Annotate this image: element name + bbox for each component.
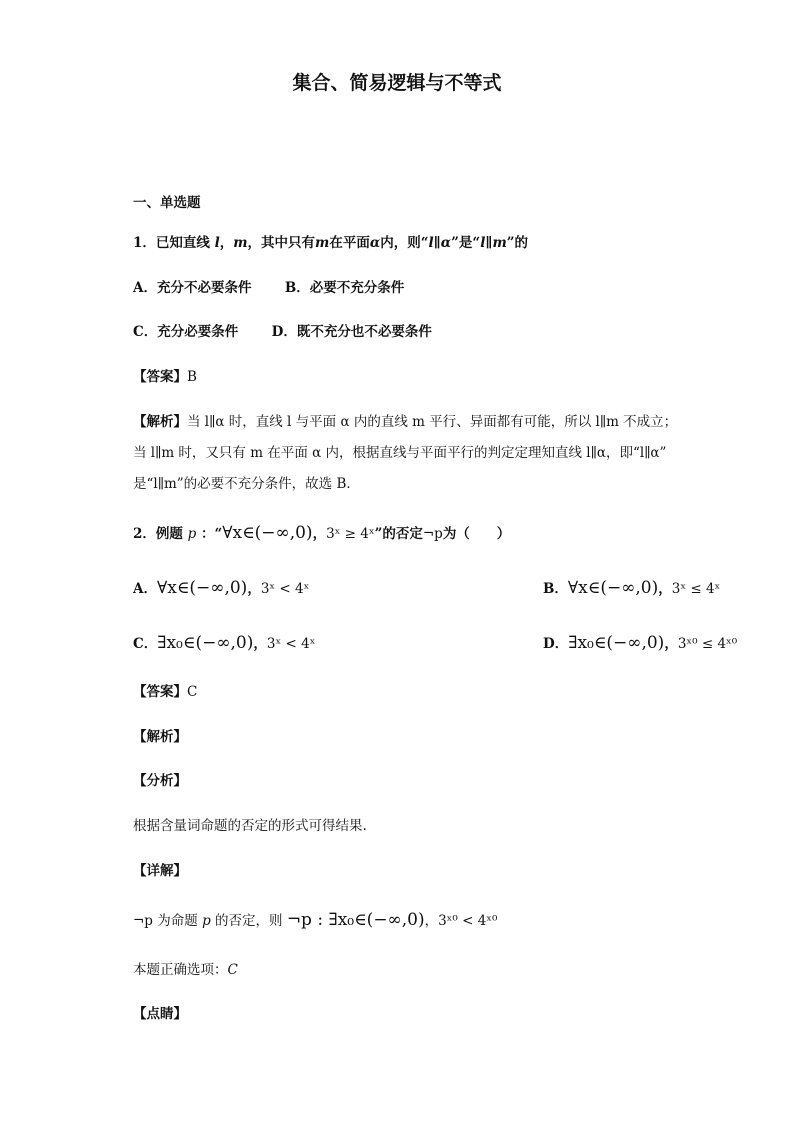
q1-analysis-line1: 【解析】当 l∥α 时，直线 l 与平面 α 内的直线 m 平行、异面都有可能，所以 l∥m 不成立； (133, 414, 678, 430)
q2-options-row1 (133, 578, 721, 599)
q2-fenxi-label: 【分析】 (133, 773, 187, 789)
q2-option-d[interactable]: D．∃x₀∈(−∞,0)，3ˣ⁰ ≤ 4ˣ⁰ (543, 633, 738, 653)
q2-answer: 【答案】C (133, 684, 198, 700)
q1-answer: 【答案】B (133, 369, 197, 385)
q2-option-c[interactable]: C．∃x₀∈(−∞,0)，3ˣ < 4ˣ (133, 633, 316, 653)
q2-dianjing-label: 【点睛】 (133, 1006, 187, 1022)
q1-option-d[interactable]: D．既不充分也不必要条件 (271, 324, 432, 340)
q2-option-b[interactable]: B．∀x∈(−∞,0)，3ˣ ≤ 4ˣ (543, 578, 721, 598)
q1-option-a[interactable]: A．充分不必要条件 (133, 280, 252, 296)
q2-xiangjie-label: 【详解】 (133, 863, 187, 879)
q2-fenxi-text: 根据含量词命题的否定的形式可得结果. (133, 818, 367, 834)
section-heading: 一、单选题 (133, 195, 201, 211)
q1-option-c[interactable]: C．充分必要条件 (133, 324, 239, 340)
q1-options-row2 (133, 322, 432, 342)
q1-analysis-line3: 是“l∥m”的必要不充分条件，故选 B． (133, 476, 360, 492)
q1-stem: 1．已知直线 l，m，其中只有m在平面α内，则“l∥α”是“l∥m”的 (133, 235, 529, 251)
page-title: 集合、简易逻辑与不等式 (292, 72, 502, 94)
q2-analysis-label: 【解析】 (133, 729, 187, 745)
q1-analysis-line2: 当 l∥m 时，又只有 m 在平面 α 内，根据直线与平面平行的判定定理知直线 l∥α，即“l∥α” (133, 445, 667, 461)
q2-correct-option: 本题正确选项：C (133, 962, 238, 978)
q2-detail: ¬p 为命题 p 的否定，则 ¬p : ∃x₀∈(−∞,0)，3ˣ⁰ < 4ˣ⁰ (133, 910, 498, 930)
q2-option-a[interactable]: A．∀x∈(−∞,0)，3ˣ < 4ˣ (133, 578, 310, 598)
q1-option-b[interactable]: B．必要不充分条件 (284, 280, 405, 296)
q2-options-row2 (133, 633, 738, 654)
q1-options-row1 (133, 278, 404, 298)
q2-stem: 2．例题 p ：“∀x∈(−∞,0)，3ˣ ≥ 4ˣ”的否定¬p为（ ） (133, 523, 511, 543)
